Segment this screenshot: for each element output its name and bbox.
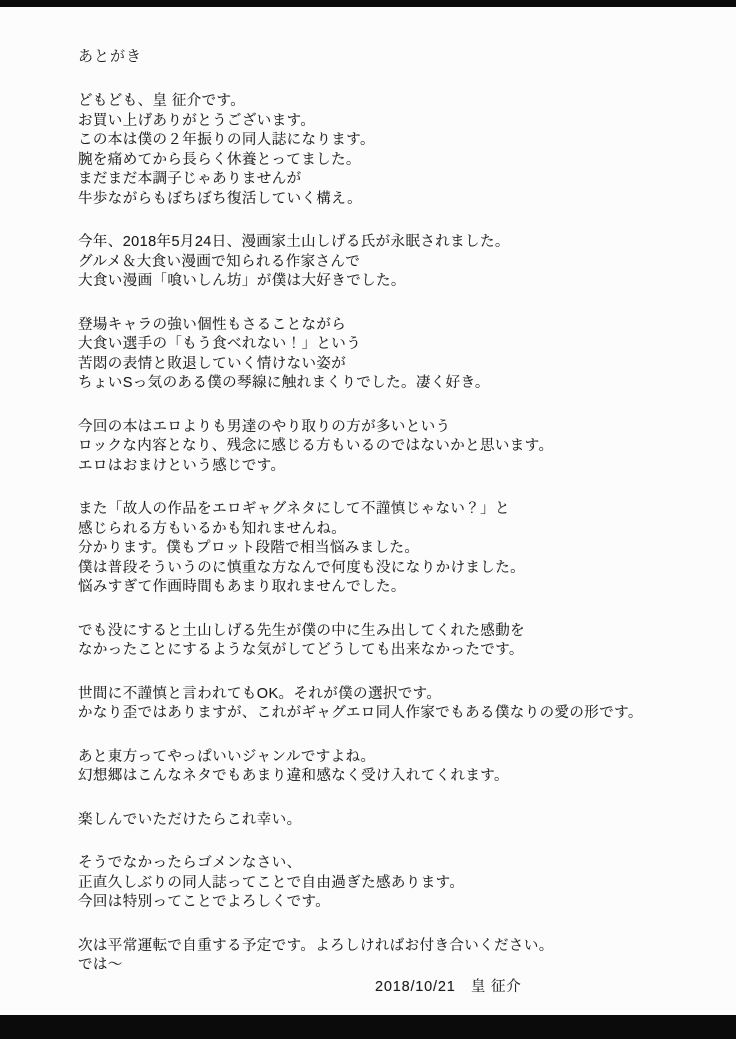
- signature-line: 2018/10/21 皇 征介: [375, 978, 522, 995]
- text-line: ちょいSっ気のある僕の琴線に触れまくりでした。凄く好き。: [78, 375, 490, 391]
- text-line: あと東方ってやっぱいいジャンルですよね。: [78, 748, 376, 765]
- text-line: 登場キャラの強い個性もさることながら: [78, 316, 347, 333]
- afterword-paragraph: [78, 748, 700, 787]
- afterword-paragraph: [78, 854, 700, 913]
- text-line: では～: [78, 957, 123, 973]
- text-line: 苦悶の表情と敗退していく情けない姿が: [78, 355, 347, 372]
- text-line: どもども、皇 征介です。: [78, 93, 246, 109]
- afterword-paragraph: [78, 233, 700, 292]
- afterword-paragraph: [78, 811, 700, 831]
- text-line: この本は僕の２年振りの同人誌になります。: [78, 132, 375, 148]
- text-line: でも没にすると土山しげる先生が僕の中に生み出してくれた感動を: [78, 622, 525, 639]
- text-line: 分かります。僕もプロット段階で相当悩みました。: [78, 540, 420, 556]
- text-line: 正直久しぶりの同人誌ってことで自由過ぎた感あります。: [78, 874, 465, 891]
- text-line: 今回は特別ってことでよろしくです。: [78, 894, 331, 910]
- paragraph-list: [78, 92, 700, 976]
- page-title: あとがき: [78, 48, 143, 65]
- text-line: 幻想郷はこんなネタでもあまり違和感なく受け入れてくれます。: [78, 768, 509, 784]
- text-line: 今回の本はエロよりも男達のやり取りの方が多いという: [78, 418, 451, 435]
- text-line: 楽しんでいただけたらこれ幸い。: [78, 811, 302, 828]
- text-line: かなり歪ではありますが、これがギャグエロ同人作家でもある僕なりの愛の形です。: [78, 705, 643, 721]
- text-line: 僕は普段そういうのに慎重な方なんで何度も没になりかけました。: [78, 559, 525, 576]
- afterword-paragraph: [78, 92, 700, 209]
- text-line: エロはおまけという感じです。: [78, 457, 286, 474]
- text-line: また「故人の作品をエロギャグネタにして不謹慎じゃない？」と: [78, 501, 510, 517]
- afterword-paragraph: [78, 622, 700, 661]
- text-line: 大食い選手の「もう食べれない！」という: [78, 336, 362, 352]
- text-line: 感じられる方もいるかも知れませんね。: [78, 520, 347, 537]
- afterword-paragraph: [78, 937, 700, 976]
- afterword-paragraph: [78, 500, 700, 598]
- text-line: 大食い漫画「喰いしん坊」が僕は大好きでした。: [78, 273, 406, 289]
- afterword-paragraph: [78, 685, 700, 724]
- text-line: なかったことにするような気がしてどうしても出来なかったです。: [78, 642, 524, 658]
- text-line: 世間に不謹慎と言われてもOK。それが僕の選択です。: [78, 685, 442, 702]
- text-line: 次は平常運転で自重する予定です。よろしければお付き合いください。: [78, 937, 554, 954]
- scan-edge-bottom: [0, 1015, 736, 1039]
- text-line: 今年、2018年5月24日、漫画家土山しげる氏が永眠されました。: [78, 234, 510, 250]
- afterword-paragraph: [78, 418, 700, 477]
- text-line: ロックな内容となり、残念に感じる方もいるのではないかと思います。: [78, 438, 554, 454]
- text-line: 腕を痛めてから長らく休養とってました。: [78, 151, 361, 168]
- text-line: グルメ＆大食い漫画で知られる作家さんで: [78, 253, 361, 270]
- text-line: 悩みすぎて作画時間もあまり取れませんでした。: [78, 579, 406, 595]
- text-line: 牛歩ながらもぼちぼち復活していく構え。: [78, 190, 362, 207]
- text-line: そうでなかったらゴメンなさい、: [78, 855, 302, 871]
- text-line: まだまだ本調子じゃありませんが: [78, 171, 302, 187]
- text-line: お買い上げありがとうございます。: [78, 112, 316, 129]
- afterword-paragraph: [78, 316, 700, 394]
